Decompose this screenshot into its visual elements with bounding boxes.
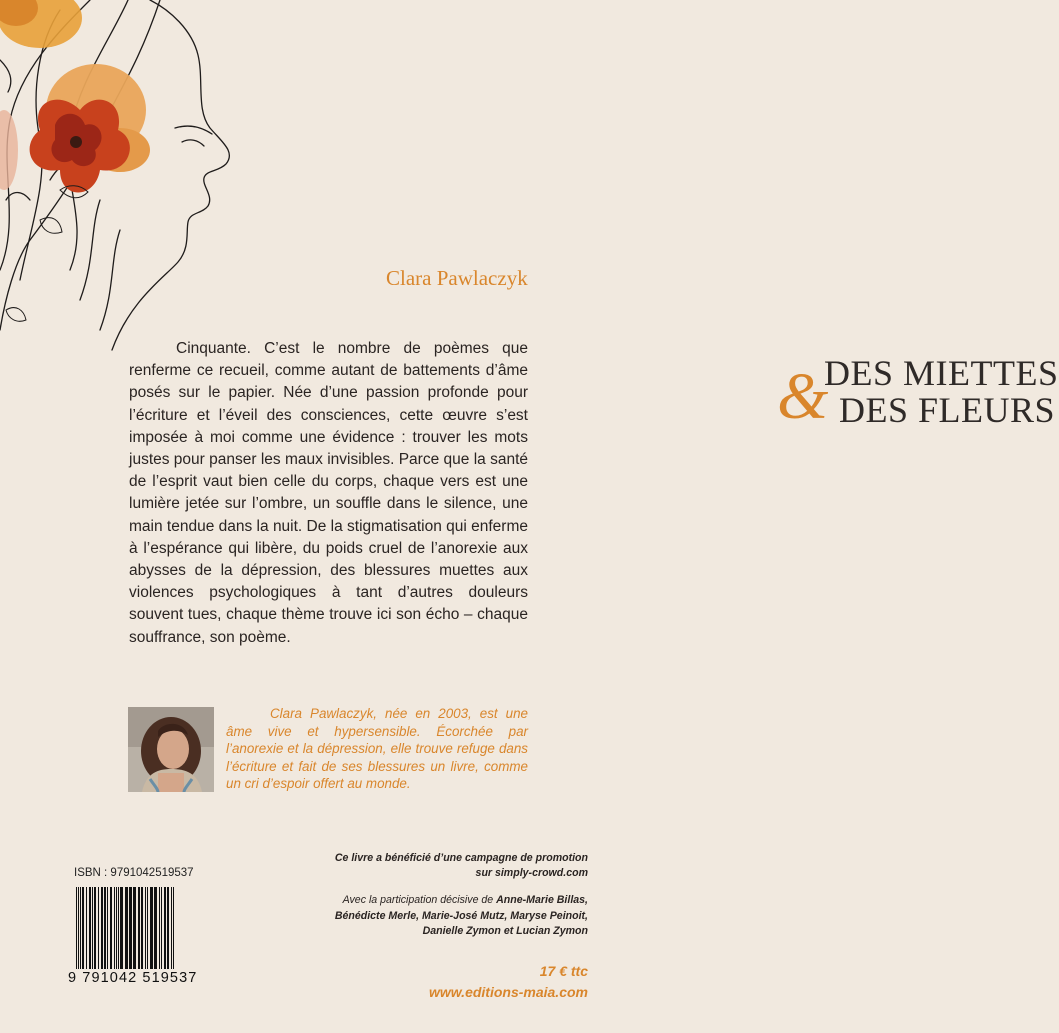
barcode-bar [133, 887, 136, 969]
author-bio: Clara Pawlaczyk, née en 2003, est une âme vive et hypersensible. Écorchée par l’anorexie et la dépression, elle trouve refuge dans l’écriture et fait de ses blessures un livre, comme un cri d’espoir offert au monde. [226, 706, 528, 792]
barcode-bar [78, 887, 79, 969]
title-line-2: DES FLEURS [839, 390, 1056, 430]
barcode-bar [145, 887, 146, 969]
credits-names-3: Danielle Zymon et Lucian Zymon [422, 925, 588, 938]
promo-note [298, 851, 588, 880]
barcode-bar [167, 887, 169, 969]
barcode-bar [116, 887, 117, 969]
barcode-bar [118, 887, 119, 969]
barcode-bar [150, 887, 153, 969]
author-photo [128, 707, 214, 792]
barcode-bar [107, 887, 108, 969]
barcode-bar [98, 887, 99, 969]
barcode-bar [161, 887, 162, 969]
price: 17 € ttc [539, 963, 588, 979]
barcode-bar [104, 887, 106, 969]
barcode-bar [138, 887, 140, 969]
credits-names-2: Bénédicte Merle, Marie-José Mutz, Maryse Peinoit, [334, 909, 588, 922]
title-ampersand: & [777, 360, 829, 433]
credits [288, 893, 588, 940]
barcode-bar [164, 887, 166, 969]
barcode-bar [125, 887, 128, 969]
credits-line-1 [288, 893, 588, 909]
barcode-bar [80, 887, 81, 969]
barcode-bar [82, 887, 84, 969]
cover-illustration [0, 0, 330, 360]
barcode-bar [159, 887, 160, 969]
barcode-bar [141, 887, 143, 969]
barcode-bar [76, 887, 77, 969]
barcode-bar [173, 887, 174, 969]
barcode-bar [92, 887, 93, 969]
barcode-digits: 9 791042 519537 [68, 970, 198, 986]
isbn-barcode [74, 887, 197, 969]
barcode-bar [154, 887, 157, 969]
barcode-bar [101, 887, 103, 969]
barcode-bar [86, 887, 87, 969]
promo-line-1: Ce livre a bénéficié d’une campagne de promotion [334, 852, 588, 864]
credits-intro: Avec la participation décisive de [342, 894, 497, 906]
isbn-label: ISBN : 9791042519537 [74, 867, 194, 879]
barcode-bar [110, 887, 112, 969]
back-cover-blurb: Cinquante. C’est le nombre de poèmes que renferme ce recueil, comme autant de battements d’âme posés sur le papier. Née d’une passion profonde pour l’écriture et l’éveil des consciences, cette œuvre s’est imposée à moi comme une évidence : trouver les mots justes pour panser les maux invisibles. Parce que la santé de l’esprit vaut bien celle du corps, chaque vers est une lumière jetée sur l’ombre, un souffle dans le silence, une main tendue dans la nuit. De la stigmatisation qui enferme à l’espérance qui libère, du poids cruel de l’anorexie aux abysses de la dépression, des blessures muettes aux violences psychologiques à tant d’autres douleurs souvent tues, chaque thème trouve ici son écho – chaque souffrance, son poème. [129, 340, 528, 646]
barcode-bar [94, 887, 96, 969]
author-name: Clara Pawlaczyk [386, 266, 528, 290]
barcode-bar [114, 887, 115, 969]
promo-line-2: sur simply-crowd.com [475, 866, 588, 879]
barcode-bar [129, 887, 132, 969]
barcode-bar [89, 887, 91, 969]
credits-names-1: Anne-Marie Billas, [496, 894, 588, 906]
flower-top [0, 0, 82, 48]
barcode-bar [120, 887, 123, 969]
title-line-1: DES MIETTES [824, 353, 1059, 393]
barcode-bar [147, 887, 148, 969]
barcode-bar [171, 887, 172, 969]
publisher-website[interactable]: www.editions-maia.com [429, 984, 588, 1000]
